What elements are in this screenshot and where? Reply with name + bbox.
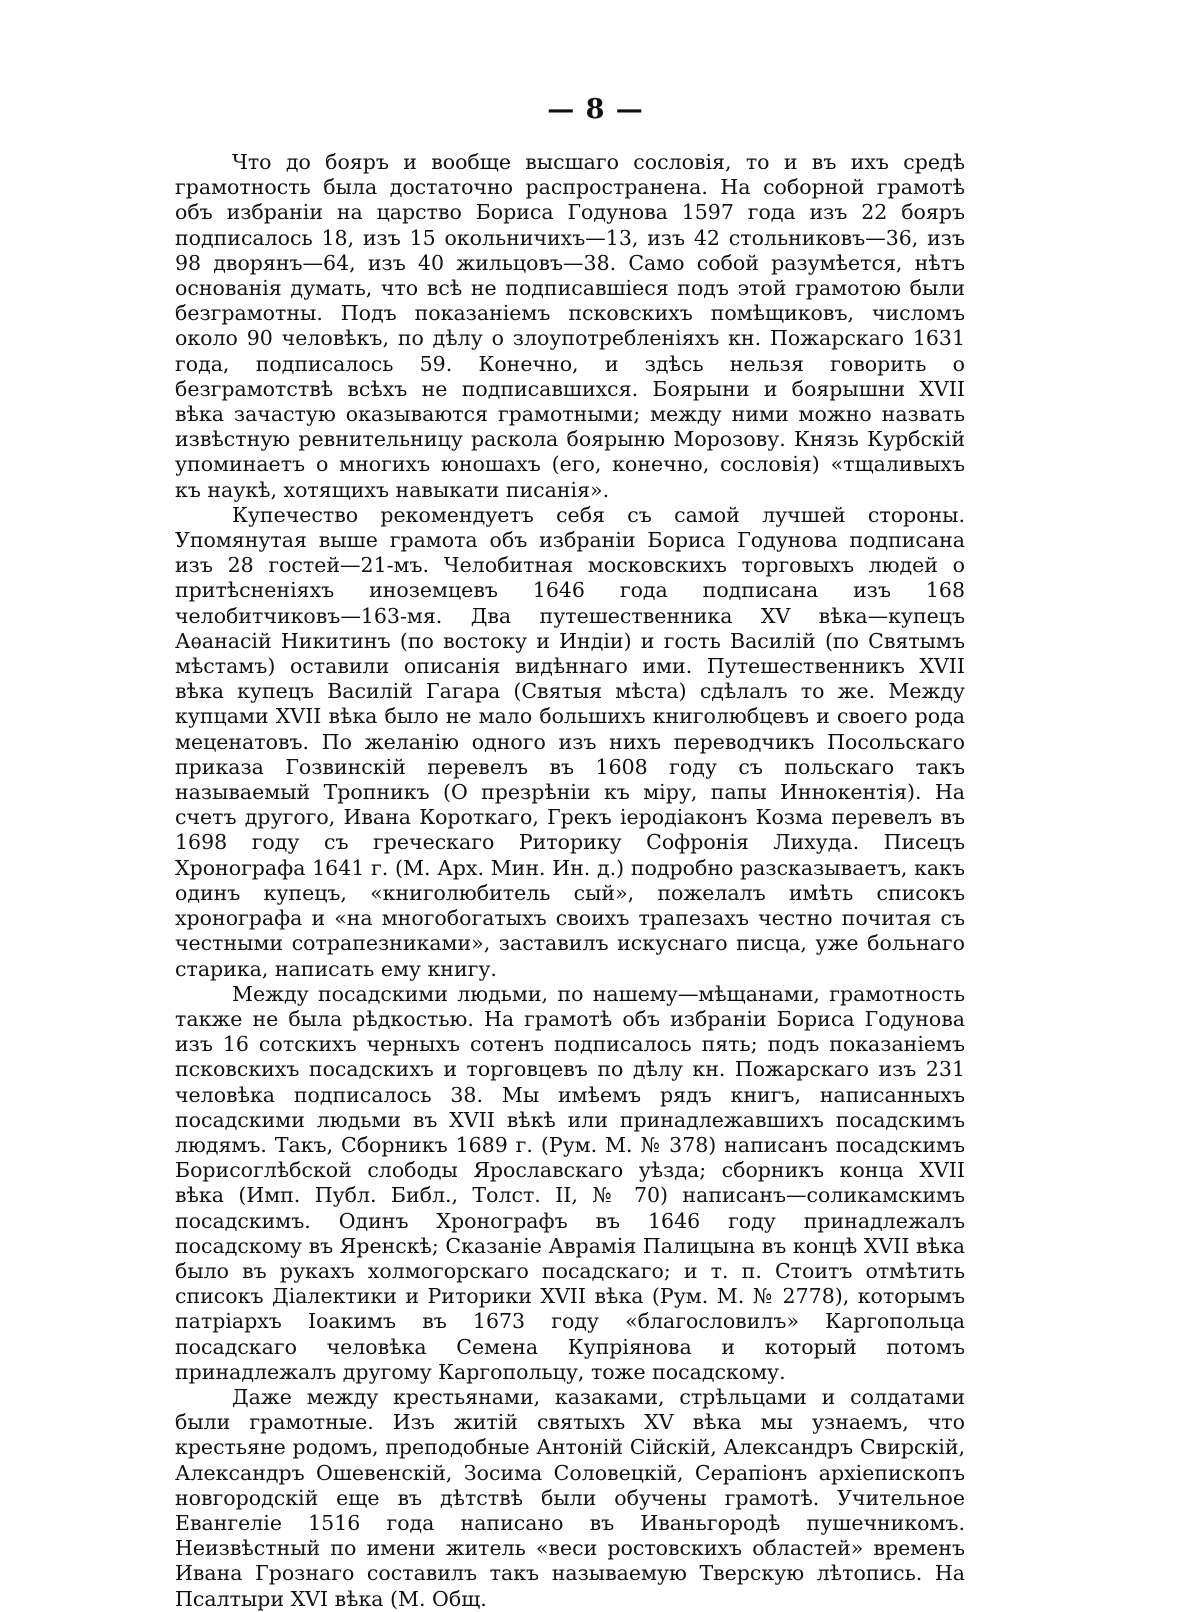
page-number: — 8 — [547,94,644,125]
paragraph-townspeople: Между посадскими людьми, по нашему—мѣщанами, грамотность также не была рѣдкостью. На грамотѣ объ избраніи Бориса Годунова изъ 16 сотскихъ черныхъ сотенъ подписалось пять; подъ показаніемъ псковскихъ посадскихъ и торговцевъ по дѣлу кн. Пожарскаго изъ 231 человѣка подписалось 38. Мы имѣемъ рядъ книгъ, написанныхъ посадскими людьми въ XVII вѣкѣ или принадлежавшихъ посадскимъ людямъ. Такъ, Сборникъ 1689 г. (Рум. М. № 378) написанъ посадскимъ Борисоглѣбской слободы Ярославскаго уѣзда; сборникъ конца XVII вѣка (Имп. Публ. Библ., Толст. II, № 70) написанъ—соликамскимъ посадскимъ. Одинъ Хронографъ въ 1646 году принадлежалъ посадскому въ Яренскѣ; Сказаніе Аврамія Палицына въ концѣ XVII вѣка было въ рукахъ холмогорскаго посадскаго; и т. п. Стоитъ отмѣтить списокъ Діалектики и Риторики XVII вѣка (Рум. М. № 2778), которымъ патріархъ Іоакимъ въ 1673 году «благословилъ» Каргопольца посадскаго человѣка Семена Купріянова и который потомъ принадлежалъ другому Каргопольцу, тоже посадскому. [175,981,965,1384]
paragraph-nobility: Что до бояръ и вообще высшаго сословія, то и въ ихъ средѣ грамотность была достаточно распространена. На соборной грамотѣ объ избраніи на царство Бориса Годунова 1597 года изъ 22 бояръ подписалось 18, изъ 15 окольничихъ—13, изъ 42 стольниковъ—36, изъ 98 дворянъ—64, изъ 40 жильцовъ—38. Само собой разумѣется, нѣтъ основанія думать, что всѣ не подписавшіеся подъ этой грамотою были безграмотны. Подъ показаніемъ псковскихъ помѣщиковъ, числомъ около 90 человѣкъ, по дѣлу о злоупотребленіяхъ кн. Пожарскаго 1631 года, подписалось 59. Конечно, и здѣсь нельзя говорить о безграмотствѣ всѣхъ не подписавшихся. Боярыни и боярышни XVII вѣка зачастую оказываются грамотными; между ними можно назвать извѣстную ревнительницу раскола боярыню Морозову. Князь Курбскій упоминаетъ о многихъ юношахъ (его, конечно, сословія) «тщаливыхъ къ наукѣ, хотящихъ навыкати писанія». [175,150,965,502]
body-text [175,150,965,1612]
paragraph-merchants: Купечество рекомендуетъ себя съ самой лучшей стороны. Упомянутая выше грамота объ избраніи Бориса Годунова подписана изъ 28 гостей—21-мъ. Челобитная московскихъ торговыхъ людей о притѣсненіяхъ иноземцевъ 1646 года подписана изъ 168 челобитчиковъ—163-мя. Два путешественника XV вѣка—купецъ Аѳанасій Никитинъ (по востоку и Индіи) и гость Василій (по Святымъ мѣстамъ) оставили описанія видѣннаго ими. Путешественникъ XVII вѣка купецъ Василій Гагара (Святыя мѣста) сдѣлалъ то же. Между купцами XVII вѣка было не мало большихъ книголюбцевъ и своего рода меценатовъ. По желанію одного изъ нихъ переводчикъ Посольскаго приказа Гозвинскій перевелъ въ 1608 году съ польскаго такъ называемый Тропникъ (О презрѣніи къ міру, папы Иннокентія). На счетъ другого, Ивана Короткаго, Грекъ іеродіаконъ Козма перевелъ въ 1698 году съ греческаго Риторику Софронія Лихуда. Писецъ Хронографа 1641 г. (М. Арх. Мин. Ин. д.) подробно разсказываетъ, какъ одинъ купецъ, «книголюбитель сый», пожелалъ имѣть списокъ хронографа и «на многобогатыхъ своихъ трапезахъ честно почитая съ честными сотрапезниками», заставилъ искуснаго писца, уже больнаго старика, написать ему книгу. [175,502,965,981]
paragraph-peasants: Даже между крестьянами, казаками, стрѣльцами и солдатами были грамотные. Изъ житій святыхъ XV вѣка мы узнаемъ, что крестьяне родомъ, преподобные Антоній Сійскій, Александръ Свирскій, Александръ Ошевенскій, Зосима Соловецкій, Серапіонъ архіепископъ новгородскій еще въ дѣтствѣ были обучены грамотѣ. Учительное Евангеліе 1516 года написано въ Иваньгородѣ пушечникомъ. Неизвѣстный по имени житель «веси ростовскихъ областей» временъ Ивана Грознаго составилъ такъ называемую Тверскую лѣтопись. На Псалтыри XVI вѣка (М. Общ. [175,1384,965,1611]
